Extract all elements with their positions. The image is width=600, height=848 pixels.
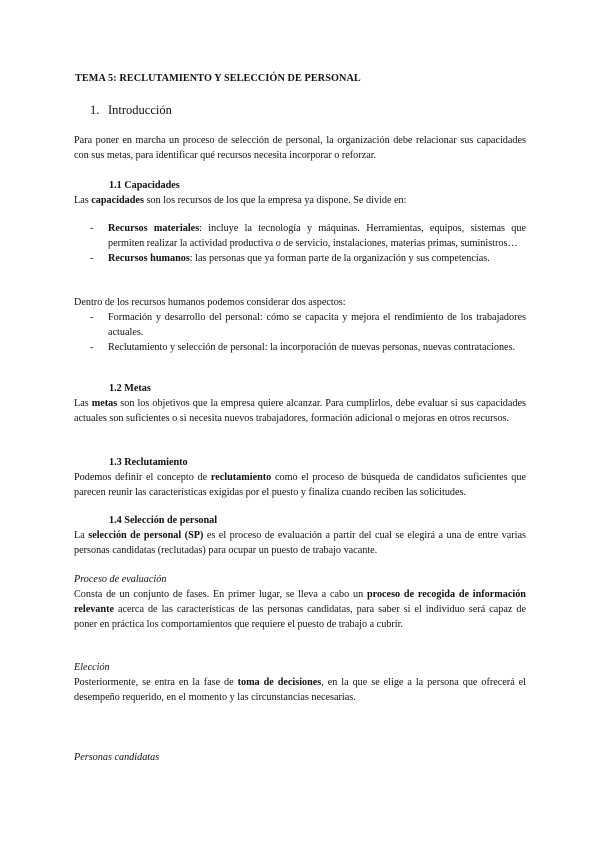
subheading-seleccion: 1.4 Selección de personal [109, 515, 218, 526]
intro-paragraph: Para poner en marcha un proceso de selección de personal, la organización debe relacionar sus capacidades con sus metas, para identificar qué recursos necesita incorporar o reforzar. [74, 135, 526, 161]
list-item-bold: Recursos humanos [108, 253, 190, 264]
heading-proceso-evaluacion: Proceso de evaluación [74, 574, 167, 585]
list-item-text: : las personas que ya forman parte de la organización y sus competencias. [189, 253, 490, 264]
seleccion-b: es el proceso de evaluación a partir del cual se elegirá a una de entre varias personas candidatas (reclutadas) para ocupar un puesto de trabajo vacante. [74, 530, 526, 556]
list-dash: - [90, 223, 94, 234]
eleccion-bold: toma de decisiones [237, 677, 322, 688]
metas-bold: metas [91, 398, 118, 409]
section-proceso-evaluacion [74, 572, 526, 632]
metas-b: son los objetivos que la empresa quiere alcanzar. Para cumplirlos, debe evaluar si sus capacidades actuales son suficientes o si necesita nuevos trabajadores, formación adicional o mejoras en otros recursos. [74, 398, 526, 424]
list-item [90, 340, 526, 355]
section-eleccion [74, 660, 526, 705]
metas-a: Las [74, 398, 92, 409]
capacidades-lead-bold: capacidades [91, 195, 144, 206]
heading-eleccion: Elección [74, 662, 110, 673]
section-metas [74, 381, 526, 426]
list-item [90, 251, 526, 266]
subheading-reclutamiento: 1.3 Reclutamiento [109, 457, 188, 468]
list-item [90, 221, 526, 251]
section-seleccion [74, 513, 526, 558]
proceso-bold: proceso de recogida de información relevante [74, 589, 526, 615]
seleccion-a: La [74, 530, 89, 541]
list-item-bold: Recursos materiales [108, 223, 200, 234]
section-label: Introducción [108, 103, 172, 117]
subheading-metas: 1.2 Metas [109, 383, 151, 394]
list-item-text: Reclutamiento y selección de personal: la incorporación de nuevas personas, nuevas contrataciones. [108, 342, 516, 353]
reclutamiento-a: Podemos definir el concepto de [74, 472, 211, 483]
reclutamiento-b: como el proceso de búsqueda de candidatos suficientes que parecen reunir las características exigidas por el puesto y finaliza cuando reciben las solicitudes. [74, 472, 526, 498]
capacidades-lead-b: son los recursos de los que la empresa ya dispone. Se divide en: [143, 195, 407, 206]
recursos-list [90, 221, 526, 266]
list-dash: - [90, 342, 94, 353]
eleccion-b: , en la que se elige a la persona que ofrecerá el desempeño requerido, en el momento y las circunstancias necesarias. [74, 677, 526, 703]
heading-personas-candidatas: Personas candidatas [74, 752, 160, 763]
capacidades-lead-a: Las [74, 195, 92, 206]
section-number: 1. [90, 103, 100, 117]
section-reclutamiento [74, 455, 526, 500]
list-item-text: : incluye la tecnología y máquinas. Herramientas, equipos, sistemas que permiten realizar la actividad productiva o de servicio, instalaciones, materias primas, suministros… [108, 223, 526, 249]
section-heading-introduccion [90, 103, 172, 118]
document-title: TEMA 5: RECLUTAMIENTO Y SELECCIÓN DE PERSONAL [75, 73, 361, 84]
list-dash: - [90, 253, 94, 264]
list-dash: - [90, 312, 94, 323]
list-item-text: Formación y desarrollo del personal: cómo se capacita y mejora el rendimiento de los trabajadores actuales. [108, 312, 526, 338]
proceso-a: Consta de un conjunto de fases. En primer lugar, se lleva a cabo un [74, 589, 367, 600]
subheading-capacidades: 1.1 Capacidades [109, 180, 180, 191]
proceso-b: acerca de las características de las personas candidatas, para saber si el individuo será capaz de poner en práctica los comportamientos que requiere el puesto de trabajo a cubrir. [74, 604, 526, 630]
reclutamiento-bold: reclutamiento [210, 472, 272, 483]
section-capacidades [74, 178, 526, 208]
list-item [90, 310, 526, 340]
aspectos-lead: Dentro de los recursos humanos podemos considerar dos aspectos: [74, 297, 346, 308]
eleccion-a: Posteriormente, se entra en la fase de [74, 677, 238, 688]
aspectos-list [90, 310, 526, 355]
seleccion-bold: selección de personal (SP) [88, 530, 204, 541]
